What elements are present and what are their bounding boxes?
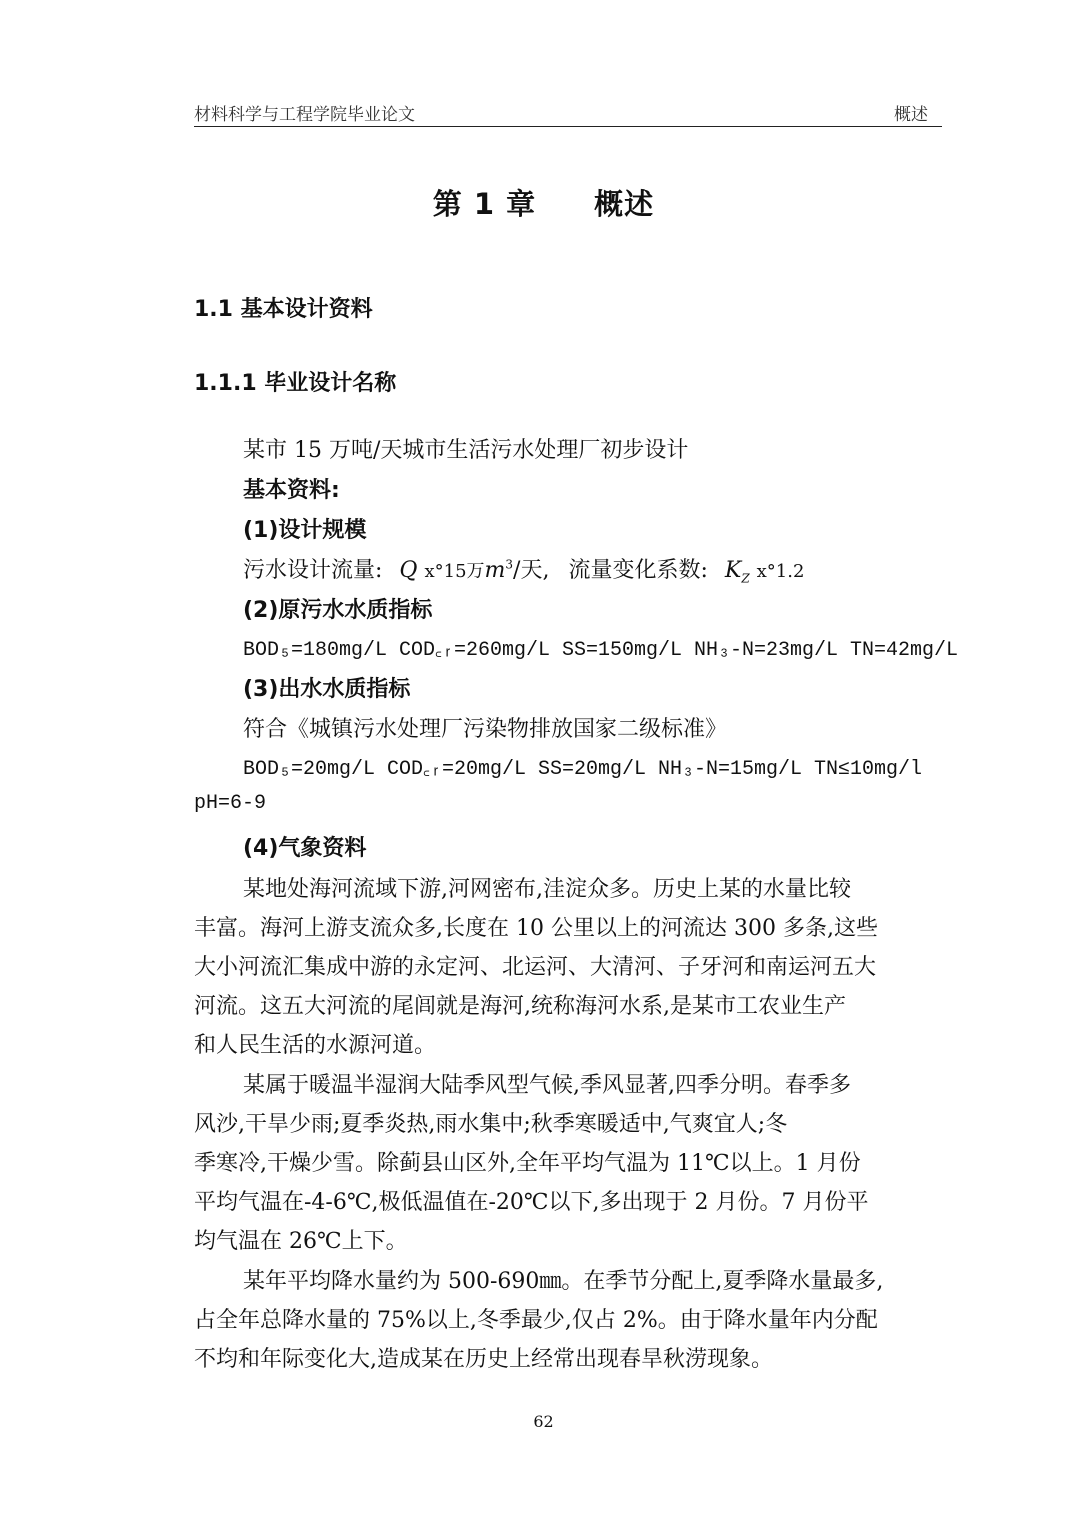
climate-p1-line: 某地处海河流域下游,河网密布,洼淀众多。历史上某的水量比较	[243, 877, 851, 902]
climate-p1-line: 丰富。海河上游支流众多,长度在 10 公里以上的河流达 300 多条,这些	[194, 916, 878, 941]
climate-p2-line: 季寒冷,干燥少雪。除蓟县山区外,全年平均气温为 11℃以上。1 月份	[194, 1151, 861, 1176]
climate-p3-line: 占全年总降水量的 75%以上,冬季最少,仅占 2%。由于降水量年内分配	[194, 1308, 878, 1333]
climate-p1-line: 大小河流汇集成中游的永定河、北运河、大清河、子牙河和南运河五大	[194, 955, 877, 980]
chapter-number: 第 1 章	[432, 187, 537, 221]
chapter-heading	[0, 182, 1087, 223]
item4-title: (4)气象资料	[243, 836, 367, 861]
design-name: 某市 15 万吨/天城市生活污水处理厂初步设计	[243, 438, 689, 463]
flow-label: 污水设计流量:	[243, 558, 383, 583]
page-number: 62	[533, 1412, 554, 1431]
climate-p2-line: 平均气温在-4-6℃,极低温值在-20℃以下,多出现于 2 月份。7 月份平	[194, 1190, 869, 1215]
item3-title: (3)出水水质指标	[243, 677, 411, 702]
climate-p3-line: 某年平均降水量约为 500-690㎜。在季节分配上,夏季降水量最多,	[243, 1269, 884, 1294]
running-header	[194, 98, 942, 127]
climate-p1-line: 和人民生活的水源河道。	[194, 1033, 437, 1058]
flow-unit-m: m	[484, 558, 506, 583]
section-heading-1-1: 1.1 基本设计资料	[194, 297, 373, 322]
flow-unit-rest: /天,	[513, 558, 550, 583]
section-heading-1-1-1: 1.1.1 毕业设计名称	[194, 371, 397, 396]
effluent-quality-values: BOD₅=20mg/L COD꜀ᵣ=20mg/L SS=20mg/L NH₃-N=15mg/L TN≤10mg/l	[243, 758, 923, 781]
effluent-standard: 符合《城镇污水处理厂污染物排放国家二级标准》	[243, 717, 728, 742]
climate-p2-line: 均气温在 26℃上下。	[194, 1229, 408, 1254]
header-thesis-title: 材料科学与工程学院毕业论文	[194, 105, 415, 125]
item2-title: (2)原污水水质指标	[243, 598, 433, 623]
coef-symbol: K	[724, 558, 742, 583]
header-chapter-name: 概述	[894, 105, 928, 125]
flow-equation: ⅹ°15万	[424, 561, 485, 582]
effluent-ph: pH=6-9	[194, 792, 267, 815]
flow-symbol: Q	[399, 558, 418, 583]
chapter-title: 概述	[594, 187, 655, 221]
coef-subscript: Z	[741, 571, 750, 586]
climate-p2-line: 某属于暖温半湿润大陆季风型气候,季风显著,四季分明。春季多	[243, 1073, 851, 1098]
coef-label: 流量变化系数:	[568, 558, 708, 583]
climate-p2-line: 风沙,干旱少雨;夏季炎热,雨水集中;秋季寒暖适中,气爽宜人;冬	[194, 1112, 788, 1137]
item1-title: (1)设计规模	[243, 518, 367, 543]
flow-formula-line	[243, 553, 804, 585]
climate-p1-line: 河流。这五大河流的尾闾就是海河,统称海河水系,是某市工农业生产	[194, 994, 846, 1019]
coef-equation: ⅹ°1.2	[756, 561, 805, 582]
flow-unit-exponent: 3	[505, 557, 514, 572]
basic-info-label: 基本资料:	[243, 478, 340, 503]
influent-quality-values: BOD₅=180mg/L COD꜀ᵣ=260mg/L SS=150mg/L NH₃-N=23mg/L TN=42mg/L	[243, 639, 959, 662]
climate-p3-line: 不均和年际变化大,造成某在历史上经常出现春旱秋涝现象。	[194, 1347, 773, 1372]
